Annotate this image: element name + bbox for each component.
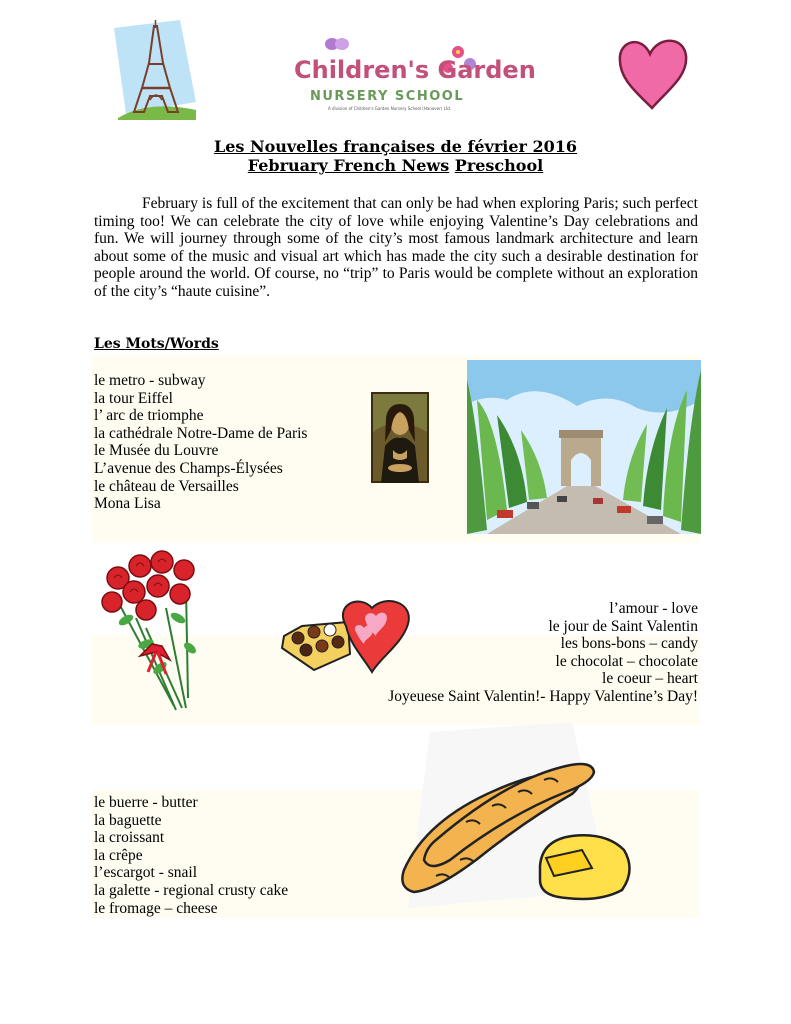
list-item: les bons-bons – candy [560,635,698,653]
list-item: le fromage – cheese [94,899,218,917]
valentine-word-list [340,600,698,706]
paris-word-list [94,372,307,513]
roses-bouquet-clipart [96,548,202,716]
list-item: la galette - regional crusty cake [94,881,289,899]
logo-line2: NURSERY SCHOOL [310,89,465,104]
list-item: Joyeuese Saint Valentin!- Happy Valentine’s Day! [388,687,698,705]
list-item: le Musée du Louvre [94,442,219,460]
title-en-level: Preschool [454,156,544,175]
list-item: le buerre - butter [94,794,198,811]
list-item: la crêpe [94,846,143,864]
list-item: la cathédrale Notre-Dame de Paris [94,424,308,442]
words-heading: Les Mots/Words [94,336,219,352]
list-item: le jour de Saint Valentin [548,617,698,635]
list-item: l’escargot - snail [94,864,198,882]
logo-tagline: A division of Children's Garden Nursery School (Hanover) Ltd. [328,106,452,111]
food-word-list [94,794,288,917]
list-item: la croissant [94,829,165,847]
list-item: la baguette [94,811,162,829]
heart-clipart [616,32,690,112]
list-item: la tour Eiffel [94,389,173,407]
list-item: l’ arc de triomphe [94,407,204,425]
champs-elysees-painting [467,360,701,534]
school-logo [290,34,536,112]
list-item: L’avenue des Champs-Élysées [94,459,283,477]
butterfly-icon [325,38,349,50]
list-item: le metro - subway [94,372,206,389]
page-title-en [0,156,791,175]
list-item: le chocolat – chocolate [555,652,698,670]
list-item: le coeur – heart [602,670,698,688]
list-item: l’amour - love [609,600,698,617]
page-title-fr: Les Nouvelles françaises de février 2016 [213,137,578,156]
list-item: Mona Lisa [94,495,161,513]
baguette-cheese-clipart [396,720,642,912]
intro-paragraph: February is full of the excitement that can only be had when exploring Paris; such perfect timing too! We can celebrate the city of love while enjoying Valentine’s Day celebrations and fun. We will journey through some of the city’s most famous landmark architecture and learn about some of the music and visual art which has made the city such a desirable destination for people around the world. Of course, no “trip” to Paris would be complete without an exploration of the city’s “haute cuisine”. [94,195,698,300]
mona-lisa-painting [371,392,429,483]
logo-line1: Children's Garden [294,56,536,84]
list-item: le château de Versailles [94,477,239,495]
eiffel-tower-clipart [108,18,200,120]
title-en-main: February French News [247,156,450,175]
